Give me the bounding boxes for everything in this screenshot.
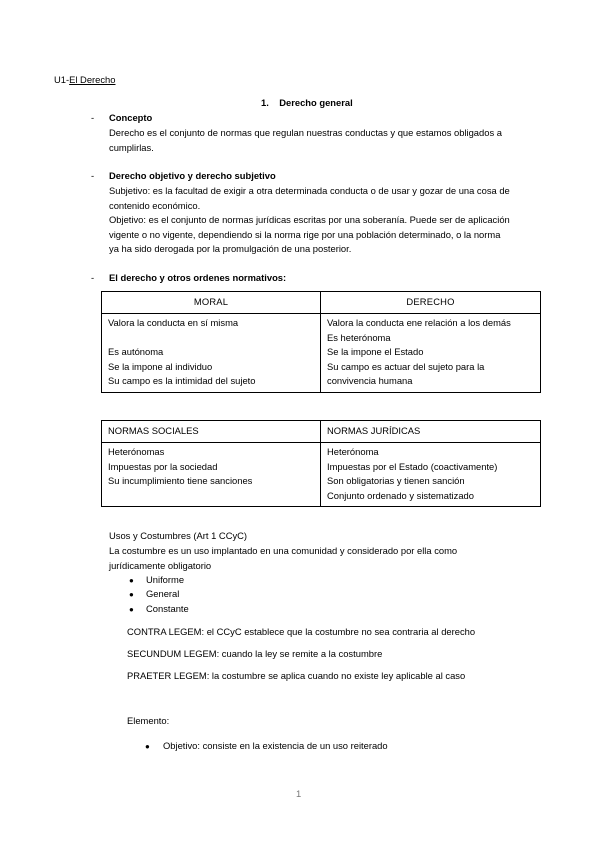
table-row [102, 443, 541, 507]
dash-marker: - [91, 112, 95, 123]
cell-line: Valora la conducta en sí misma [108, 317, 239, 328]
cell-line: Su campo es actuar del sujeto para la [327, 360, 485, 372]
table-cell [102, 314, 321, 393]
usos-title: Usos y Costumbres (Art 1 CCyC) [109, 530, 248, 541]
table-header-cell: NORMAS JURÍDICAS [321, 421, 541, 443]
cell-line [108, 331, 314, 346]
table-header-cell: MORAL [102, 292, 321, 314]
cell-line: Su incumplimiento tiene sanciones [108, 475, 253, 487]
cell-line: Impuestas por el Estado (coactivamente) [327, 460, 498, 472]
paragraph-line: Objetivo: es el conjunto de normas jurídicas escritas por una soberanía. Puede ser de aplicación [109, 214, 510, 226]
page-number: 1 [296, 788, 302, 799]
cell-line: Se la impone el Estado [327, 346, 424, 358]
bullet-dot: ● [129, 590, 134, 599]
cell-line: Es autónoma [108, 346, 164, 358]
paragraph-line: vigente o no vigente, dependiendo si la norma rige por una población determinado, o la norma [109, 228, 501, 240]
table-cell [321, 443, 541, 507]
paragraph-line: cumplirlas. [109, 141, 154, 153]
objetivo-subjetivo-paragraph [109, 184, 510, 257]
header-title: El Derecho [69, 74, 116, 85]
normas-table [101, 420, 541, 507]
usos-paragraph [109, 544, 457, 573]
cell-line: Su campo es la intimidad del sujeto [108, 375, 256, 387]
moral-derecho-table [101, 291, 541, 393]
concepto-paragraph [109, 126, 502, 155]
cell-line: Heterónomas [108, 446, 165, 457]
contra-legem: CONTRA LEGEM: el CCyC establece que la costumbre no sea contraria al derecho [127, 626, 476, 637]
bullet-dot: ● [129, 605, 134, 614]
cell-line: Heterónoma [327, 446, 379, 457]
objetivo-subjetivo-heading: Derecho objetivo y derecho subjetivo [109, 170, 276, 181]
dash-marker: - [91, 272, 95, 283]
table-header-row [102, 421, 541, 443]
cell-line: Es heterónoma [327, 331, 391, 343]
header-prefix: U1- [54, 74, 70, 85]
cell-line: Conjunto ordenado y sistematizado [327, 489, 474, 501]
bullet-dot: ● [145, 742, 150, 751]
cell-line: Son obligatorias y tienen sanción [327, 475, 465, 487]
table-cell [102, 443, 321, 507]
section-title [261, 96, 353, 111]
section-title-text: Derecho general [279, 97, 353, 108]
list-item: General [146, 588, 180, 599]
cell-line: Valora la conducta ene relación a los demás [327, 317, 511, 328]
paragraph-line: ya ha sido derogada por la promulgación de una posterior. [109, 243, 352, 255]
paragraph-line: La costumbre es un uso implantado en una comunidad y considerado por ella como [109, 545, 458, 556]
praeter-legem: PRAETER LEGEM: la costumbre se aplica cuando no existe ley aplicable al caso [127, 670, 466, 681]
section-number: 1. [261, 97, 269, 108]
paragraph-line: contenido económico. [109, 199, 201, 211]
table-row [102, 314, 541, 393]
secundum-legem: SECUNDUM LEGEM: cuando la ley se remite a la costumbre [127, 648, 383, 659]
paragraph-line: jurídicamente obligatorio [109, 559, 212, 571]
cell-line: Impuestas por la sociedad [108, 460, 218, 472]
table-header-row [102, 292, 541, 314]
concepto-heading: Concepto [109, 112, 153, 123]
paragraph-line: Subjetivo: es la facultad de exigir a otra determinada conducta o de usar y gozar de una cosa de [109, 185, 510, 196]
list-item: Objetivo: consiste en la existencia de un uso reiterado [163, 740, 388, 751]
paragraph-line: Derecho es el conjunto de normas que regulan nuestras conductas y que estamos obligados a [109, 127, 502, 138]
list-item: Constante [146, 603, 189, 614]
table-header-cell: NORMAS SOCIALES [102, 421, 321, 443]
document-header [54, 73, 116, 88]
dash-marker: - [91, 170, 95, 181]
elemento-title: Elemento: [127, 715, 170, 726]
cell-line: convivencia humana [327, 375, 413, 387]
table-cell [321, 314, 541, 393]
ordenes-heading: El derecho y otros ordenes normativos: [109, 272, 287, 283]
cell-line: Se la impone al individuo [108, 360, 213, 372]
table-header-cell: DERECHO [321, 292, 541, 314]
bullet-dot: ● [129, 576, 134, 585]
list-item: Uniforme [146, 574, 185, 585]
